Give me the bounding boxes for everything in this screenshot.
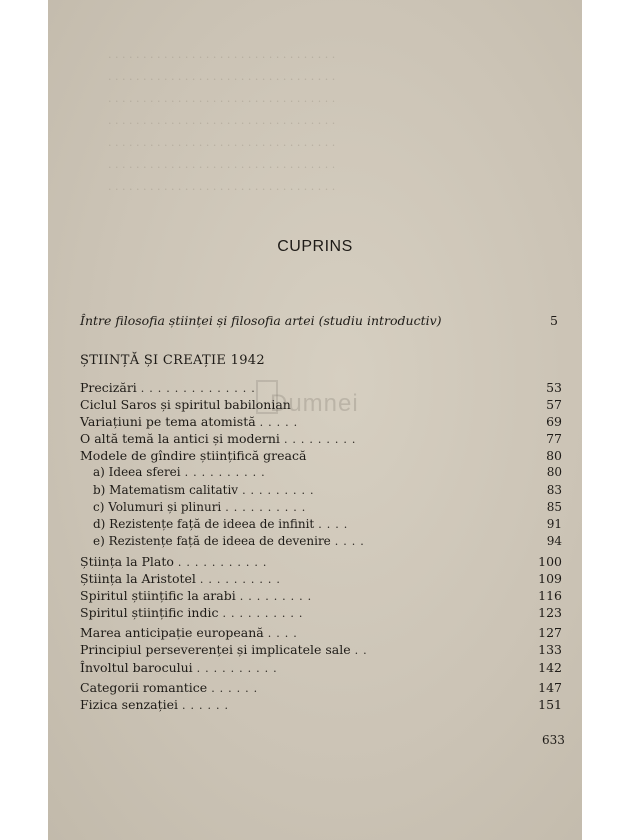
toc-entry [80, 430, 564, 447]
toc-entry-title: d) Rezistențe față de ideea de infinit [93, 516, 315, 531]
leader-dots: .... [318, 517, 353, 531]
toc-entry-page: 91 [546, 516, 562, 531]
toc-entry-title: Marea anticipație europeană [80, 625, 264, 641]
toc-entry [80, 659, 564, 676]
toc-entry-title: O altă temă la antici și moderni [80, 431, 280, 447]
leader-dots: ...... [182, 698, 233, 712]
leader-dots: ......... [242, 483, 319, 497]
toc-entry [80, 553, 564, 570]
toc-entry-title: e) Rezistențe față de ideea de devenire [93, 533, 331, 548]
toc-entry [80, 587, 564, 604]
leader-dots: ......... [239, 590, 317, 604]
toc-entry-title: Știința la Plato [80, 553, 174, 569]
leader-dots: .............. [140, 382, 260, 395]
toc-entry-page: 85 [546, 499, 562, 514]
leader-dots: .......... [225, 500, 311, 514]
toc-entry [80, 516, 564, 533]
toc-entry-title: Știința la Aristotel [80, 571, 196, 587]
toc-entry [80, 482, 564, 499]
toc-entry-title: Fizica senzației [80, 696, 178, 712]
toc-entry-page: 127 [538, 625, 562, 641]
toc-entry-page: 80 [546, 465, 562, 480]
toc-entry-page: 53 [546, 380, 562, 395]
toc-entry-page: 94 [546, 533, 562, 548]
toc-list [80, 379, 564, 713]
toc-entry-title: Principiul perseverenței și implicatele sale [80, 642, 351, 658]
toc-entry [80, 396, 564, 413]
toc-entry-title: Categorii romantice [80, 679, 208, 695]
toc-entry-page: 77 [546, 431, 562, 447]
toc-entry [80, 533, 564, 550]
toc-entry [80, 447, 564, 464]
toc-entry [80, 696, 564, 713]
toc-entry-title: Ciclul Saros și spiritul babilonian [80, 397, 291, 413]
toc-entry-page: 83 [546, 482, 562, 497]
page-title: CUPRINS [277, 238, 353, 255]
toc-entry-page: 109 [538, 571, 562, 587]
toc-entry-page: 69 [546, 414, 562, 430]
toc-entry [80, 379, 564, 396]
toc-entry [80, 641, 564, 658]
toc-entry-page: 57 [546, 397, 562, 413]
toc-entry-page: 100 [538, 553, 562, 569]
leader-dots: .... [334, 534, 369, 548]
leader-dots: .......... [184, 466, 270, 480]
toc-entry [80, 604, 564, 621]
toc-entry [80, 413, 564, 430]
intro-page: 5 [550, 313, 558, 328]
toc-entry-title: Spiritul științific la arabi [80, 588, 236, 604]
intro-title: Între filosofia științei și filosofia artei (studiu introductiv) [80, 313, 442, 328]
toc-entry-page: 147 [538, 679, 562, 695]
leader-dots: ......... [283, 433, 361, 447]
toc-entry-page: 151 [538, 696, 562, 712]
toc-entry-title: a) Ideea sferei [93, 465, 181, 480]
section-title: ȘTIINȚĂ ȘI CREAȚIE 1942 [80, 353, 265, 368]
toc-entry-title: b) Matematism calitativ [93, 482, 239, 497]
toc-entry-title: Variațiuni pe tema atomistă [80, 414, 256, 430]
toc-entry-page: 142 [538, 659, 562, 675]
toc-entry [80, 499, 564, 516]
leader-dots: .......... [196, 661, 282, 675]
toc-entry [80, 624, 564, 641]
intro-entry [80, 313, 558, 328]
book-page: . . . . . . . . . . . . . . . . . . . . . . . . . . . . . . . . . . . . . . . . . . . . . . . . . . . . . . . . . . . . . . . . . . . . . . . . . . . . . . . . . . . . . . . . . . . . . . . . . . . . . . . . . . . . . . . . . . . . . . . . . . . . . . . . . . . . . . . . . . . . . . . . . . . . . . . . . . . . . . . . . . . . . . . . . . . . . . . . . . . . . . . . . . . . . . . . . . . . . . . . . . . . . . . . . . . . . . . . . . . . . . . . . . . . . . . Dumnei CUPRINS Între filosofia științei și filosofia artei (studiu introductiv) 5 ȘTIINȚĂ ȘI CREAȚIE 1942 Precizări .............. 53 Ciclul Saros și spiritul babilonian 57 Variațiuni pe tema atomistă ..... 69 O altă temă la antici și moderni ......... 77 Modele de gîndire științifică greacă 80 a) Ideea sferei .......... 80 b) Matematism calitativ ......... 83 c) Volumuri și plinuri .......... 85 d) Rezistențe față de ideea de infinit .... 91 e) Rezistențe față de ideea de devenire .... 94 Știința la Plato ........... 100 Știința la Aristotel .......... 109 Spiritul științific la arabi ......... 116 Spiritul științific indic .......... 123 Marea anticipație europeană .... 127 Principiul perseverenței și implicatele sale .. 133 Învoltul barocului .......... 142 Categorii romantice ...... 147 Fizica senzației ...... 151 633 [48, 0, 582, 840]
toc-entry-title: c) Volumuri și plinuri [93, 499, 222, 514]
leader-dots: ..... [259, 416, 303, 430]
toc-entry-page: 80 [546, 448, 562, 464]
leader-dots: .......... [199, 573, 285, 587]
toc-entry [80, 570, 564, 587]
leader-dots: .......... [222, 607, 308, 621]
leader-dots: .. [354, 644, 372, 658]
toc-entry-page: 133 [538, 642, 562, 658]
toc-entry-title: Modele de gîndire științifică greacă [80, 448, 307, 464]
toc-entry-page: 123 [538, 605, 562, 621]
folio-number: 633 [542, 733, 565, 747]
leader-dots: ........... [177, 555, 272, 569]
toc-entry-title: Învoltul barocului [80, 659, 193, 675]
leader-dots: ...... [211, 681, 263, 695]
toc-entry-title: Precizări [80, 380, 137, 395]
watermark-logo: Dumnei [270, 390, 359, 417]
toc-entry-page: 116 [538, 588, 562, 604]
toc-entry-title: Spiritul științific indic [80, 605, 219, 621]
toc-entry [80, 679, 564, 696]
leader-dots: .... [267, 627, 302, 641]
toc-entry [80, 464, 564, 481]
